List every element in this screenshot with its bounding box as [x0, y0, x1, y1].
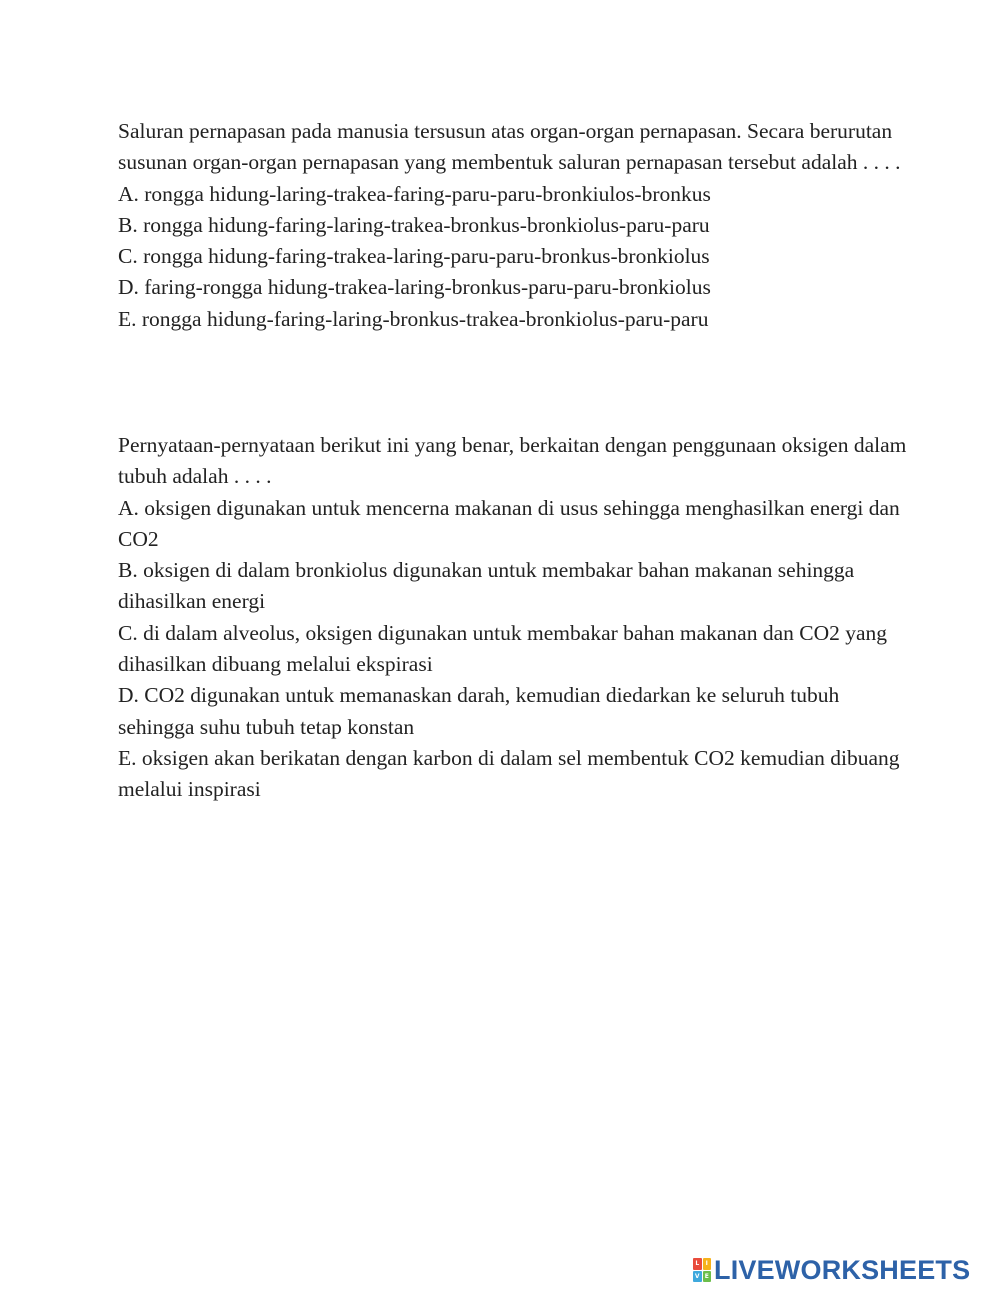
logo-badge-letter-v: V	[693, 1271, 702, 1283]
liveworksheets-logo	[693, 1254, 970, 1286]
question-2-option-d: D. CO2 digunakan untuk memanaskan darah, kemudian diedarkan ke seluruh tubuh sehingga suhu tubuh tetap konstan	[118, 683, 840, 739]
question-1-option-a: A. rongga hidung-laring-trakea-faring-paru-paru-bronkiulos-bronkus	[118, 181, 711, 206]
question-1	[118, 116, 908, 335]
question-2-option-b: B. oksigen di dalam bronkiolus digunakan untuk membakar bahan makanan sehingga dihasilkan energi	[118, 558, 855, 614]
question-1-option-e: E. rongga hidung-faring-laring-bronkus-trakea-bronkiolus-paru-paru	[118, 306, 709, 331]
question-2-option-c: C. di dalam alveolus, oksigen digunakan untuk membakar bahan makanan dan CO2 yang dihasilkan dibuang melalui ekspirasi	[118, 620, 888, 677]
question-2-option-a: A. oksigen digunakan untuk mencerna makanan di usus sehingga menghasilkan energi dan CO2	[118, 495, 900, 551]
question-2	[118, 430, 908, 806]
logo-text: LIVEWORKSHEETS	[714, 1254, 971, 1285]
question-1-option-b: B. rongga hidung-faring-laring-trakea-bronkus-bronkiolus-paru-paru	[118, 212, 710, 237]
question-1-text: Saluran pernapasan pada manusia tersusun atas organ-organ pernapasan. Secara berurutan susunan organ-organ pernapasan yang membentuk saluran pernapasan tersebut adalah . . . .	[118, 119, 901, 175]
logo-badge-letter-e: E	[703, 1271, 712, 1283]
question-1-option-c: C. rongga hidung-faring-trakea-laring-paru-paru-bronkus-bronkiolus	[118, 244, 710, 269]
question-2-text: Pernyataan-pernyataan berikut ini yang benar, berkaitan dengan penggunaan oksigen dalam tubuh adalah . . . .	[118, 433, 907, 489]
logo-badge-letter-l: L	[693, 1258, 702, 1270]
question-1-option-d: D. faring-rongga hidung-trakea-laring-bronkus-paru-paru-bronkiolus	[118, 275, 711, 300]
question-2-option-e: E. oksigen akan berikatan dengan karbon di dalam sel membentuk CO2 kemudian dibuang melalui inspirasi	[118, 745, 900, 802]
logo-badge-letter-i: I	[703, 1258, 712, 1270]
logo-badge-icon	[693, 1258, 711, 1282]
